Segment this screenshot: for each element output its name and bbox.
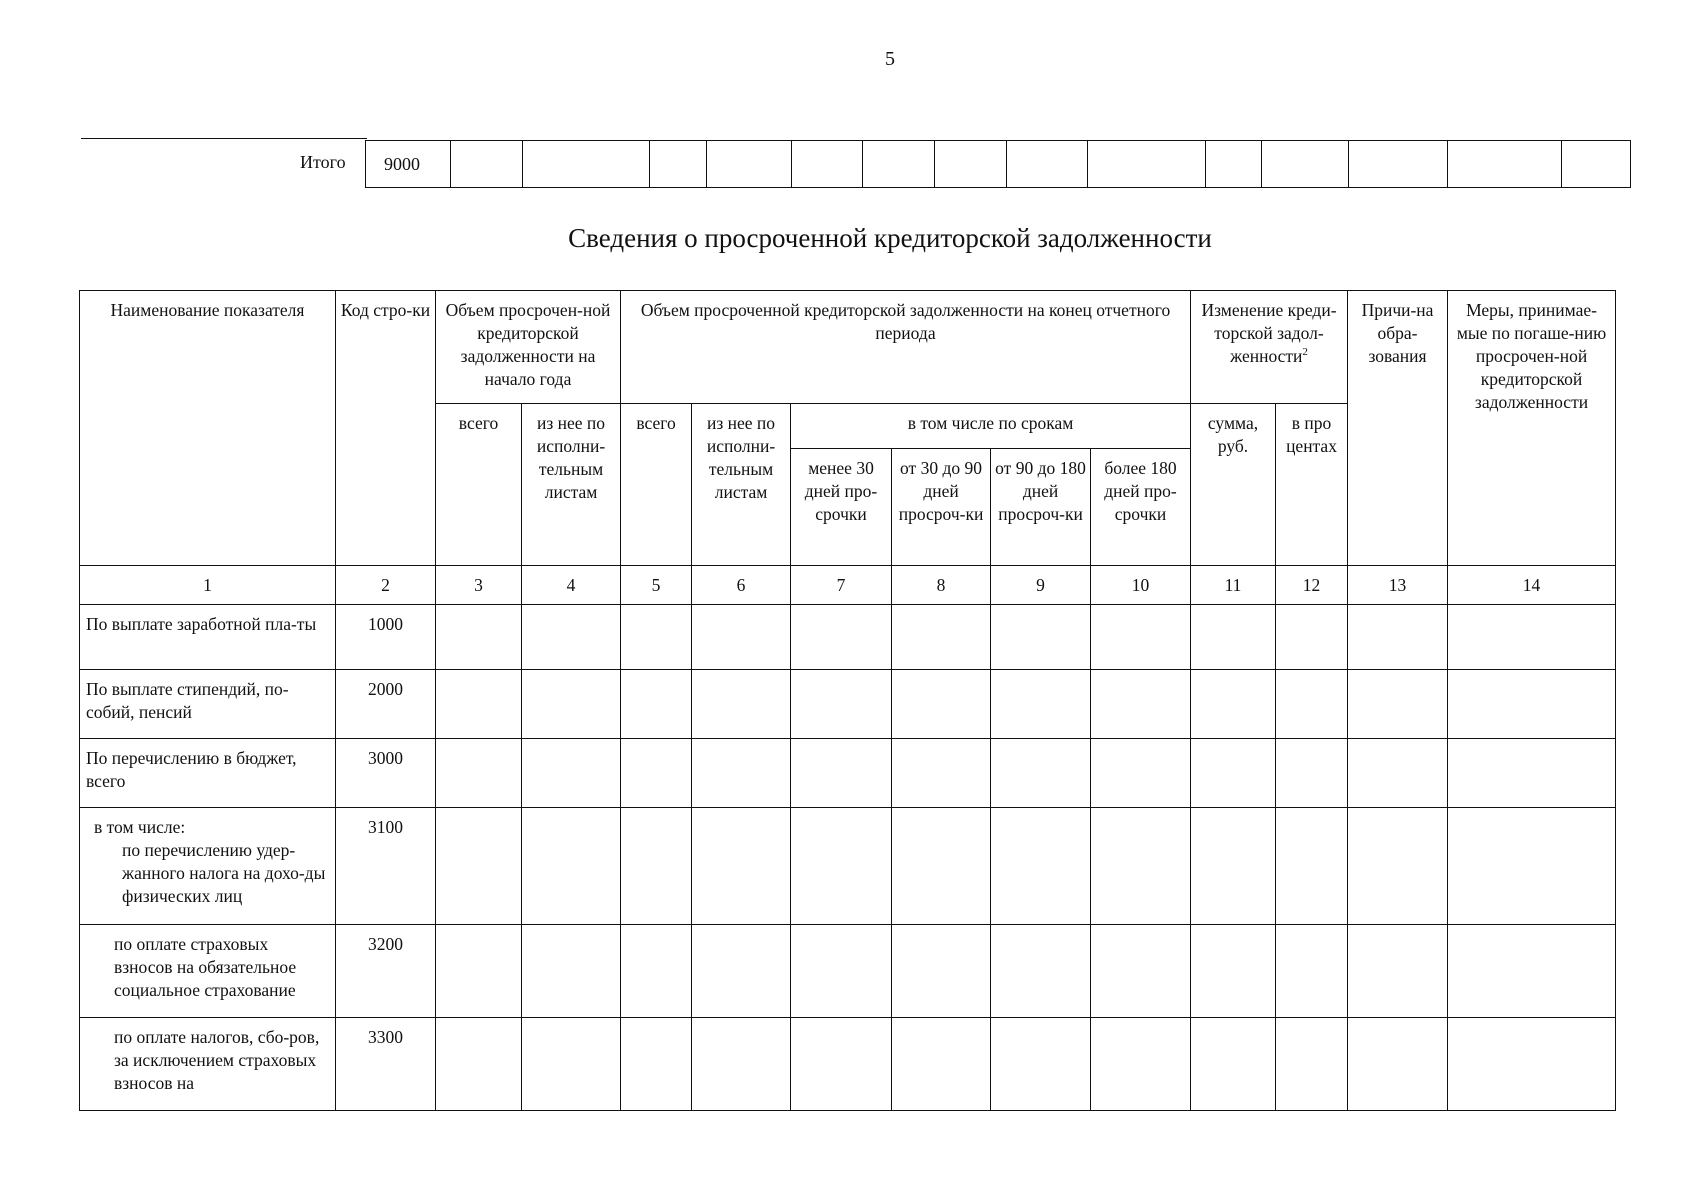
row-code: 3100 (336, 808, 436, 925)
value-cell (1276, 605, 1348, 670)
value-cell (1448, 670, 1616, 739)
row-label: по оплате налогов, сбо-ров, за исключением страховых взносов на (80, 1018, 336, 1111)
value-cell (1448, 739, 1616, 808)
value-cell (692, 605, 791, 670)
value-cell (892, 925, 991, 1018)
value-cell (621, 925, 692, 1018)
value-cell (1348, 739, 1448, 808)
value-cell (522, 739, 621, 808)
value-cell (621, 739, 692, 808)
row-code: 1000 (336, 605, 436, 670)
value-cell (1276, 670, 1348, 739)
value-cell (791, 808, 892, 925)
table-row (80, 605, 1616, 670)
column-number: 11 (1191, 566, 1276, 605)
value-cell (1348, 925, 1448, 1018)
header-30-90: от 30 до 90 дней просроч-ки (892, 449, 991, 566)
column-number: 6 (692, 566, 791, 605)
row-code: 3200 (336, 925, 436, 1018)
value-cell (892, 670, 991, 739)
value-cell (436, 605, 522, 670)
value-cell (436, 1018, 522, 1111)
row-label: по перечислению удер-жанного налога на дохо-ды физических лиц (122, 840, 326, 906)
itogo-cell (523, 141, 650, 188)
column-number: 14 (1448, 566, 1616, 605)
itogo-cell (1262, 141, 1349, 188)
column-number: 13 (1348, 566, 1448, 605)
itogo-cell (1206, 141, 1262, 188)
value-cell (692, 808, 791, 925)
value-cell (1091, 739, 1191, 808)
header-begin-total: всего (436, 404, 522, 566)
value-cell (892, 605, 991, 670)
header-begin-group: Объем просрочен-ной кредиторской задолженности на начало года (436, 291, 621, 404)
value-cell (436, 670, 522, 739)
header-change-group (1191, 291, 1348, 404)
column-number: 12 (1276, 566, 1348, 605)
value-cell (791, 739, 892, 808)
header-change-text: Изменение креди-торской задол-женности (1201, 300, 1337, 366)
table-row (80, 925, 1616, 1018)
row-code: 2000 (336, 670, 436, 739)
column-number: 1 (80, 566, 336, 605)
value-cell (522, 925, 621, 1018)
value-cell (621, 670, 692, 739)
itogo-cell (1007, 141, 1088, 188)
column-number: 2 (336, 566, 436, 605)
header-end-total: всего (621, 404, 692, 566)
header-code: Код стро-ки (336, 291, 436, 566)
column-number: 8 (892, 566, 991, 605)
column-number: 4 (522, 566, 621, 605)
value-cell (1091, 808, 1191, 925)
header-change-percent: в про центах (1276, 404, 1348, 566)
value-cell (1091, 925, 1191, 1018)
value-cell (1091, 605, 1191, 670)
header-90-180: от 90 до 180 дней просроч-ки (991, 449, 1091, 566)
value-cell (791, 1018, 892, 1111)
value-cell (692, 670, 791, 739)
row-prefix: в том числе: (94, 817, 186, 837)
column-number: 10 (1091, 566, 1191, 605)
itogo-cell (1349, 141, 1448, 188)
value-cell (1348, 1018, 1448, 1111)
itogo-row-table (365, 140, 1631, 188)
value-cell (1276, 739, 1348, 808)
column-number: 3 (436, 566, 522, 605)
column-number: 5 (621, 566, 692, 605)
header-change-amount: сумма, руб. (1191, 404, 1276, 566)
value-cell (791, 670, 892, 739)
itogo-cell (792, 141, 863, 188)
table-row (80, 739, 1616, 808)
value-cell (522, 670, 621, 739)
itogo-cell (935, 141, 1007, 188)
value-cell (1276, 1018, 1348, 1111)
itogo-rule (81, 138, 367, 139)
itogo-label: Итого (300, 152, 346, 172)
itogo-cell (451, 141, 523, 188)
value-cell (892, 739, 991, 808)
value-cell (621, 808, 692, 925)
itogo-cell (1088, 141, 1206, 188)
header-begin-writs: из нее по исполни-тельным листам (522, 404, 621, 566)
itogo-cell (707, 141, 792, 188)
value-cell (791, 925, 892, 1018)
value-cell (1276, 808, 1348, 925)
value-cell (892, 1018, 991, 1111)
header-by-terms: в том числе по срокам (791, 404, 1191, 449)
itogo-cell (1448, 141, 1562, 188)
document-title: Сведения о просроченной кредиторской задолженности (568, 223, 1212, 253)
row-label: По выплате стипендий, по-собий, пенсий (80, 670, 336, 739)
value-cell (621, 1018, 692, 1111)
value-cell (436, 925, 522, 1018)
header-end-group: Объем просроченной кредиторской задолженности на конец отчетного периода (621, 291, 1191, 404)
value-cell (991, 925, 1091, 1018)
value-cell (522, 605, 621, 670)
header-measures: Меры, принимае-мые по погаше-нию просрочен-ной кредиторской задолженности (1448, 291, 1616, 566)
value-cell (991, 739, 1091, 808)
row-code: 3300 (336, 1018, 436, 1111)
value-cell (1348, 670, 1448, 739)
column-number: 7 (791, 566, 892, 605)
value-cell (991, 808, 1091, 925)
header-less-30: менее 30 дней про-срочки (791, 449, 892, 566)
value-cell (991, 1018, 1091, 1111)
value-cell (692, 1018, 791, 1111)
value-cell (522, 1018, 621, 1111)
value-cell (1448, 1018, 1616, 1111)
overdue-payables-table (79, 290, 1616, 1111)
value-cell (1448, 925, 1616, 1018)
value-cell (1091, 1018, 1191, 1111)
row-code: 3000 (336, 739, 436, 808)
header-end-writs: из нее по исполни-тельным листам (692, 404, 791, 566)
table-row (80, 670, 1616, 739)
value-cell (1348, 605, 1448, 670)
value-cell (1191, 925, 1276, 1018)
header-change-footnote: 2 (1302, 346, 1308, 359)
table-row (80, 1018, 1616, 1111)
value-cell (1191, 670, 1276, 739)
header-over-180: более 180 дней про-срочки (1091, 449, 1191, 566)
value-cell (1276, 925, 1348, 1018)
itogo-cell (1562, 141, 1631, 188)
itogo-code: 9000 (366, 141, 451, 188)
value-cell (991, 670, 1091, 739)
value-cell (991, 605, 1091, 670)
table-row (80, 808, 1616, 925)
row-label: По перечислению в бюджет, всего (80, 739, 336, 808)
value-cell (692, 925, 791, 1018)
value-cell (1191, 808, 1276, 925)
row-label: По выплате заработной пла-ты (80, 605, 336, 670)
row-label: по оплате страховых взносов на обязательное социальное страхование (80, 925, 336, 1018)
value-cell (692, 739, 791, 808)
value-cell (1191, 1018, 1276, 1111)
value-cell (892, 808, 991, 925)
value-cell (621, 605, 692, 670)
itogo-cell (650, 141, 707, 188)
value-cell (522, 808, 621, 925)
header-name: Наименование показателя (80, 291, 336, 566)
value-cell (1191, 739, 1276, 808)
column-number: 9 (991, 566, 1091, 605)
value-cell (791, 605, 892, 670)
value-cell (1191, 605, 1276, 670)
value-cell (1448, 808, 1616, 925)
value-cell (1448, 605, 1616, 670)
itogo-cell (863, 141, 935, 188)
value-cell (1091, 670, 1191, 739)
value-cell (1348, 808, 1448, 925)
value-cell (436, 739, 522, 808)
header-reason: Причи-на обра-зования (1348, 291, 1448, 566)
page-number: 5 (885, 48, 895, 70)
row-label-cell (80, 808, 336, 925)
value-cell (436, 808, 522, 925)
